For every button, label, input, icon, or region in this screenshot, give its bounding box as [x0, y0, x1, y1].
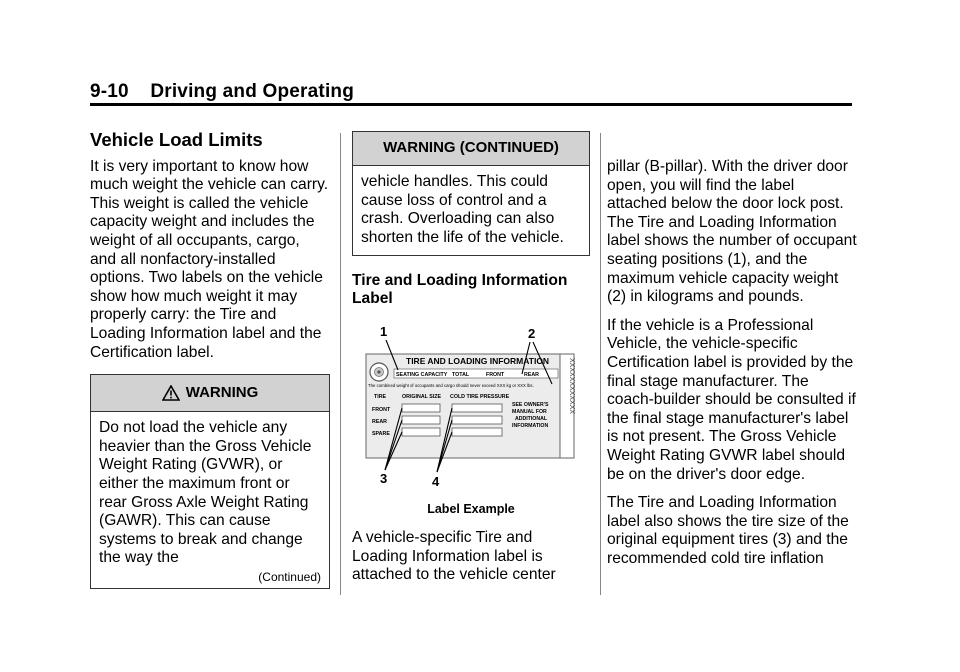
professional-vehicle-paragraph: If the vehicle is a Professional Vehicle, the vehicle-specific Certification label is provided by the final stage manufacturer. The coach-builder should be consulted if the final stage manufacturer's label is not present. The Gross Vehicle Weight Rating GVWR label should be on the driver's door edge. — [607, 316, 856, 483]
combined-weight-text: The combined weight of occupants and cargo should never exceed XXX kg or XXX lbs. — [368, 383, 534, 389]
continued-note: (Continued) — [258, 569, 321, 584]
warning-title: WARNING — [185, 383, 259, 401]
warning-text: Do not load the vehicle any heavier than the Gross Vehicle Weight Rating (GVWR), or either the maximum front or rear Gross Axle Weight Rating (GAWR). This can cause systems to break and change the way the — [99, 419, 312, 567]
tire-size-paragraph: The Tire and Loading Information label also shows the tire size of the original equipment tires (3) and the recommended cold tire inflation — [607, 494, 849, 567]
label-figure — [352, 322, 590, 492]
tire-loading-label-illustration — [352, 322, 590, 492]
page-number: 9-10 — [90, 81, 129, 102]
row-spare: SPARE — [372, 431, 390, 438]
warning-continued-body — [353, 166, 589, 255]
page-header — [90, 81, 354, 103]
b-pillar-paragraph: pillar (B-pillar). With the driver door open, you will find the label attached below the door lock post. The Tire and Loading Information label shows the number of occupant seating positions (1), and the maximum vehicle capacity weight (2) in kilograms and pounds. — [607, 158, 857, 306]
size-box-spare — [402, 428, 440, 436]
warning-continued-box — [352, 131, 590, 256]
callout-4: 4 — [432, 474, 440, 490]
header-rule — [90, 103, 852, 106]
warning-header — [91, 375, 329, 412]
callout-2: 2 — [528, 326, 536, 342]
rear-label: REAR — [524, 372, 540, 379]
see-manual-4: INFORMATION — [512, 423, 549, 430]
warning-triangle-icon — [162, 385, 180, 401]
callout-3: 3 — [380, 471, 388, 487]
column-2 — [352, 131, 590, 585]
warning-box — [90, 374, 330, 589]
col-original-size: ORIGINAL SIZE — [402, 394, 442, 401]
column-divider-1 — [340, 133, 341, 595]
warning-continued-text: vehicle handles. This could cause loss of control and a crash. Overloading can also shorten the life of the vehicle. — [361, 173, 564, 246]
figure-caption: Label Example — [427, 502, 515, 517]
pressure-box-front — [452, 404, 502, 412]
warning-continued-header — [353, 132, 589, 166]
label-location-paragraph: A vehicle-specific Tire and Loading Information label is attached to the vehicle center — [352, 528, 556, 584]
column-1 — [90, 131, 330, 589]
intro-paragraph: It is very important to know how much weight the vehicle can carry. This weight is called the vehicle capacity weight and includes the weight of all occupants, cargo, and all nonfactory-installed options. Two labels on the vehicle show how much weight it may properly carry: the Tire and Loading Information label and the Certification label. — [90, 157, 329, 361]
size-box-rear — [402, 416, 440, 424]
label-subheading: Tire and Loading Information Label — [352, 272, 568, 308]
seating-capacity: SEATING CAPACITY — [396, 372, 448, 379]
see-manual-1: SEE OWNER'S — [512, 402, 549, 409]
col-cold-pressure: COLD TIRE PRESSURE — [450, 394, 510, 401]
total-label: TOTAL — [452, 372, 470, 379]
label-title: TIRE AND LOADING INFORMATION — [406, 356, 550, 367]
see-manual-2: MANUAL FOR — [512, 409, 547, 416]
side-code: XXXXXXXXXXXX — [568, 358, 575, 415]
size-box-front — [402, 404, 440, 412]
pressure-box-rear — [452, 416, 502, 424]
section-heading: Vehicle Load Limits — [90, 129, 263, 150]
column-divider-2 — [600, 133, 601, 595]
callout-1: 1 — [380, 324, 388, 340]
warning-continued-title: WARNING (CONTINUED) — [383, 139, 559, 157]
row-front: FRONT — [372, 407, 391, 414]
section-title: Driving and Operating — [150, 81, 355, 102]
pressure-box-spare — [452, 428, 502, 436]
see-manual-3: ADDITIONAL — [515, 416, 547, 423]
column-3 — [607, 158, 857, 578]
col-tire: TIRE — [374, 394, 387, 401]
front-label: FRONT — [486, 372, 505, 379]
warning-body — [91, 412, 329, 588]
row-rear: REAR — [372, 419, 388, 426]
